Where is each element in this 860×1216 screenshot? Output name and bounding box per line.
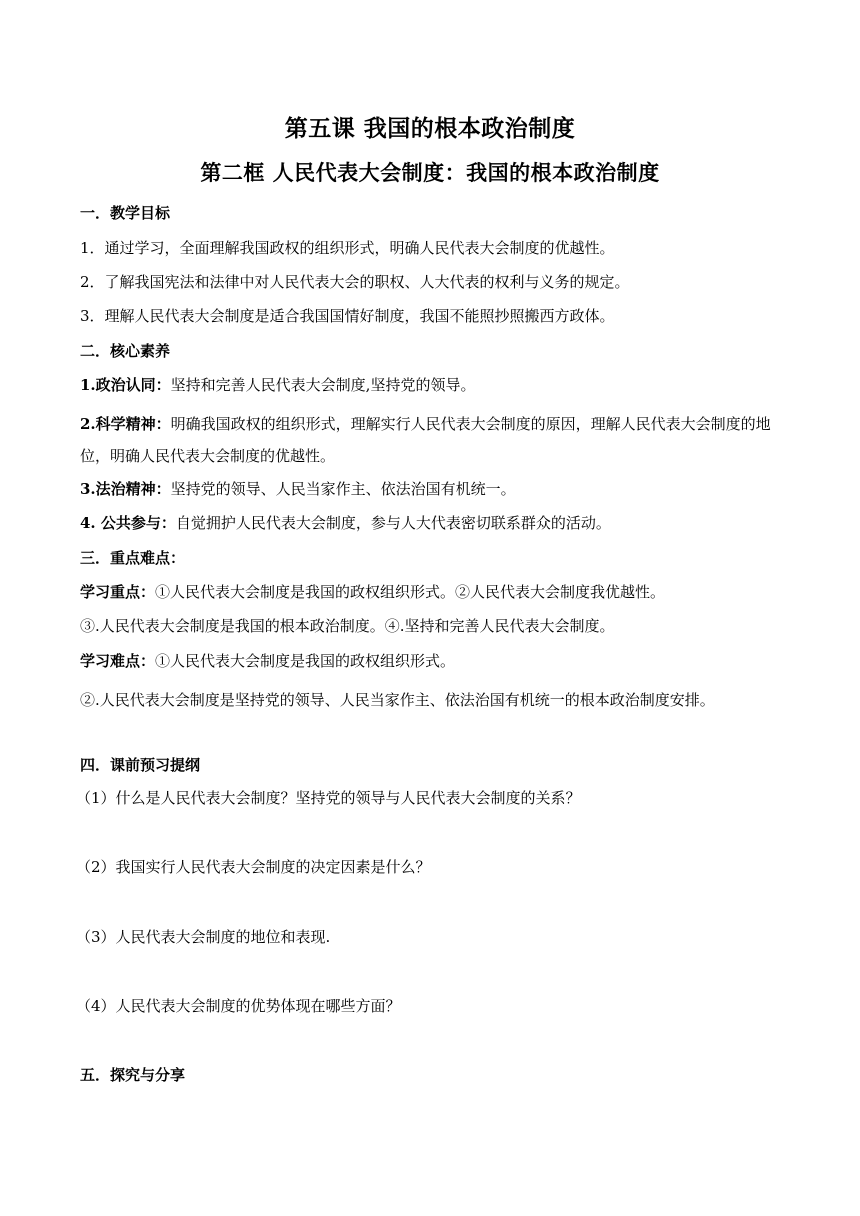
competency-item-4 (80, 512, 785, 534)
competency-item-3 (80, 478, 785, 500)
section-heading-key-points: 三．重点难点： (80, 549, 186, 567)
competency-text: 坚持党的领导、人民当家作主、依法治国有机统一。 (170, 480, 516, 498)
competency-text: 坚持和完善人民代表大会制度,坚持党的领导。 (170, 376, 476, 394)
focus-text: ①人民代表大会制度是我国的政权组织形式。②人民代表大会制度我优越性。 (155, 583, 666, 601)
focus-label: 学习重点： (80, 583, 156, 601)
section-heading-competencies: 二．核心素养 (80, 342, 171, 360)
competency-text: 自觉拥护人民代表大会制度，参与人大代表密切联系群众的活动。 (175, 514, 611, 532)
difficulty-line-2: ②.人民代表大会制度是坚持党的领导、人民当家作主、依法治国有机统一的根本政治制度安排。 (80, 691, 715, 709)
section-heading-explore-share: 五．探究与分享 (80, 1066, 186, 1084)
preview-question-2: （2）我国实行人民代表大会制度的决定因素是什么？ (76, 858, 431, 876)
competency-text: 明确我国政权的组织形式，理解实行人民代表大会制度的原因，理解人民代表大会制度的地位，明确人民代表大会制度的优越性。 (80, 415, 771, 465)
competency-label: 3.法治精神： (80, 480, 171, 498)
objective-item-1: 1．通过学习，全面理解我国政权的组织形式，明确人民代表大会制度的优越性。 (80, 239, 615, 257)
competency-label: 1.政治认同： (80, 376, 171, 394)
objective-item-2: 2．了解我国宪法和法律中对人民代表大会的职权、人大代表的权利与义务的规定。 (80, 273, 630, 291)
competency-item-1 (80, 374, 785, 396)
focus-line-2: ③.人民代表大会制度是我国的根本政治制度。④.坚持和完善人民代表大会制度。 (80, 617, 615, 635)
objective-item-3: 3．理解人民代表大会制度是适合我国国情好制度，我国不能照抄照搬西方政体。 (80, 307, 615, 325)
difficulty-line-1 (80, 650, 785, 672)
lesson-title: 第五课 我国的根本政治制度 (284, 115, 576, 142)
preview-question-1: （1）什么是人民代表大会制度？坚持党的领导与人民代表大会制度的关系？ (76, 789, 581, 807)
competency-item-2 (80, 408, 785, 472)
section-heading-preview-outline: 四．课前预习提纲 (80, 756, 201, 774)
difficulty-label: 学习难点： (80, 652, 156, 670)
preview-question-3: （3）人民代表大会制度的地位和表现. (76, 928, 331, 946)
preview-question-4: （4）人民代表大会制度的优势体现在哪些方面？ (76, 997, 401, 1015)
focus-line-1 (80, 581, 785, 603)
lesson-subtitle: 第二框 人民代表大会制度：我国的根本政治制度 (200, 160, 660, 185)
section-heading-objectives: 一．教学目标 (80, 204, 171, 222)
competency-label: 4. 公共参与： (80, 514, 176, 532)
difficulty-text: ①人民代表大会制度是我国的政权组织形式。 (155, 652, 456, 670)
competency-label: 2.科学精神： (80, 415, 171, 433)
